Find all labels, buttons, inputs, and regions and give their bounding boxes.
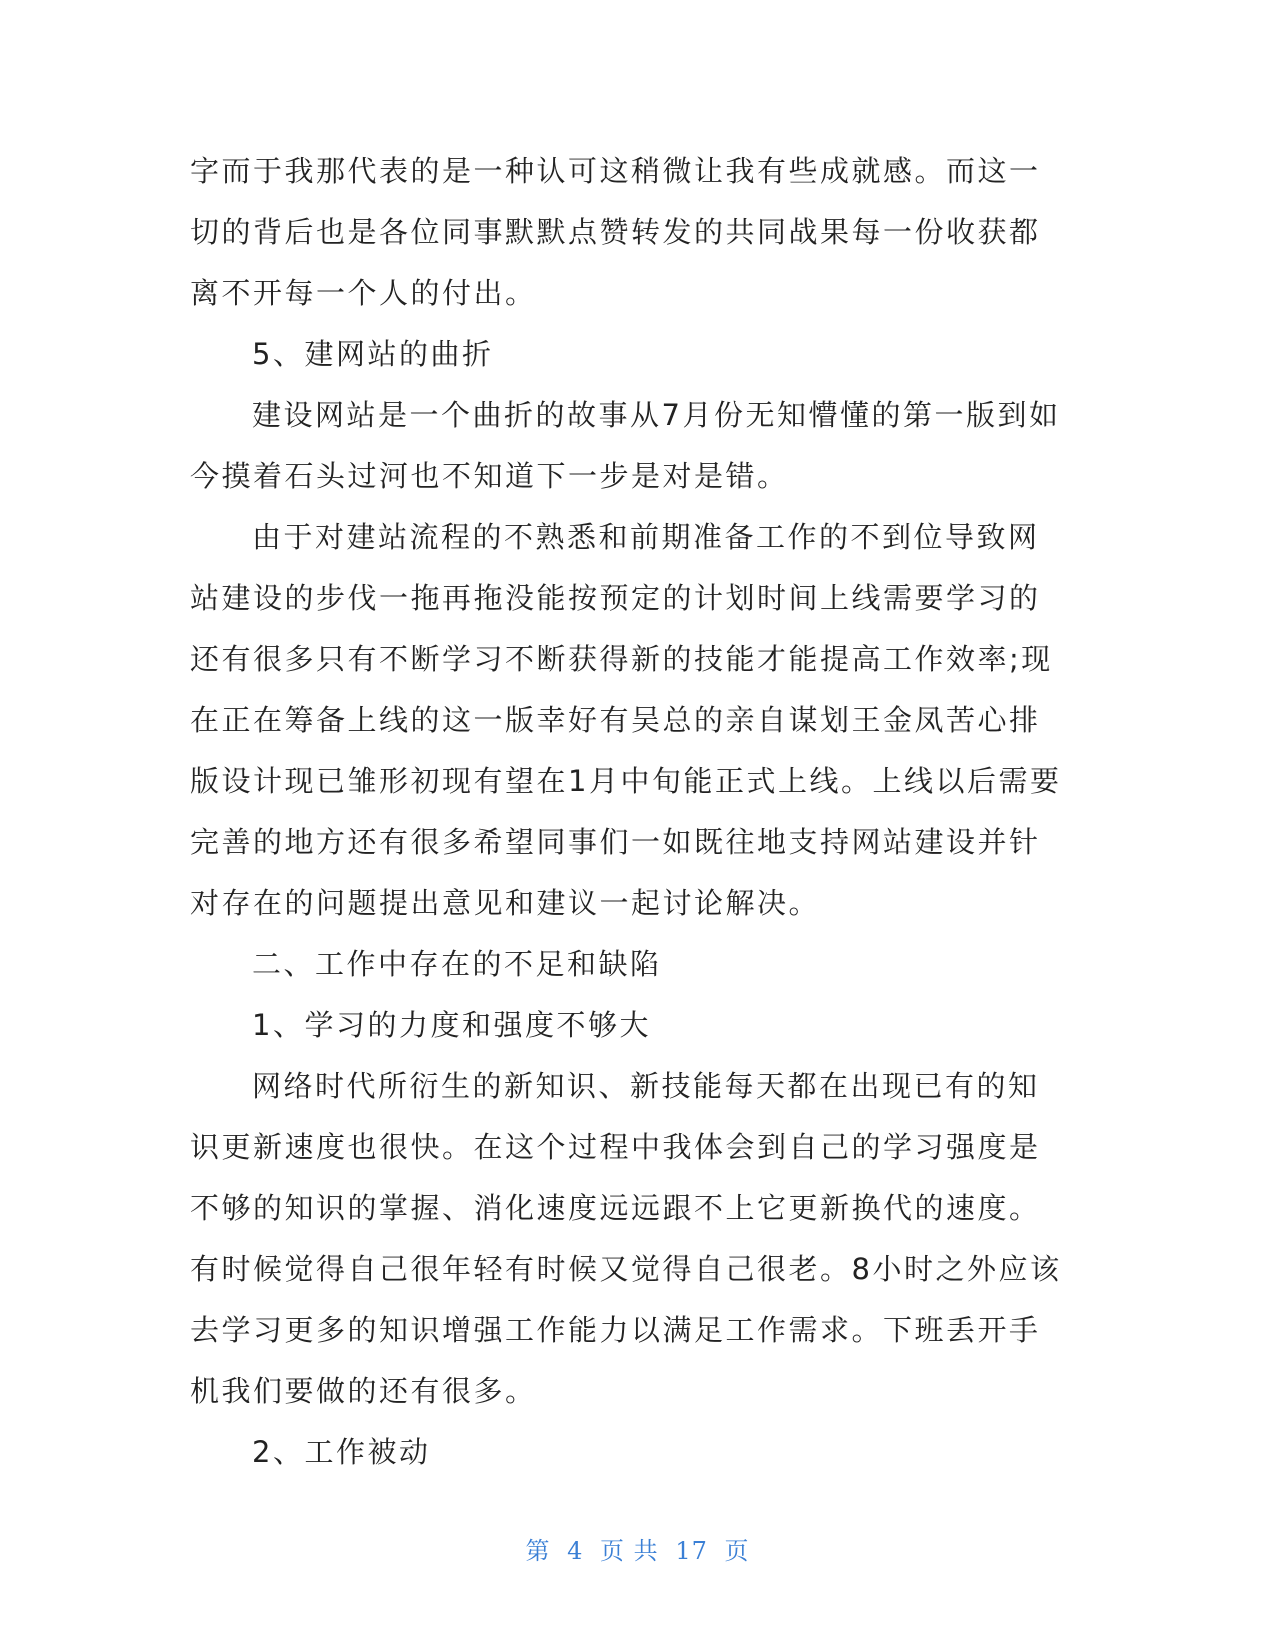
paragraph-heading-2-passive (190, 1422, 1070, 1483)
paragraph-p-website-1 (190, 385, 1070, 507)
paragraph-heading-1-study (190, 995, 1070, 1056)
text-line: 字而于我那代表的是一种认可这稍微让我有些成就感。而这一切 (190, 154, 1041, 249)
footer-middle: 页 共 (600, 1537, 659, 1565)
text-line: 筹备上线的这一版幸好有吴总的亲自谋划王金凤苦心排版设计现 (190, 703, 1041, 798)
footer-current-page: 4 (567, 1537, 584, 1565)
footer-total-pages: 17 (675, 1537, 708, 1565)
text-line: 建设网站是一个曲折的故事从7月份无知懵懂的第一版到如今 (190, 398, 1061, 493)
text-line: 摸着石头过河也不知道下一步是对是错。 (221, 459, 789, 493)
text-line: 多的知识增强工作能力以满足工作需求。下班丢开手机我们要做 (190, 1313, 1041, 1408)
footer-suffix: 页 (724, 1537, 750, 1565)
text-line: 网络时代所衍生的新知识、新技能每天都在出现已有的知识 (190, 1069, 1040, 1164)
page-footer (0, 1531, 1275, 1566)
footer-prefix: 第 (525, 1537, 551, 1565)
text-line: 的知识的掌握、消化速度远远跟不上它更新换代的速度。有时候 (190, 1191, 1041, 1286)
paragraph-p-website-2 (190, 507, 1070, 934)
document-body (190, 141, 1070, 1483)
text-line: 由于对建站流程的不熟悉和前期准备工作的不到位导致网站 (190, 520, 1040, 615)
text-line: 很多只有不断学习不断获得新的技能才能提高工作效率;现在正在 (190, 642, 1053, 737)
paragraph-heading-5 (190, 324, 1070, 385)
text-line: 提出意见和建议一起讨论解决。 (379, 886, 821, 920)
text-line: 已雏形初现有望在1月中旬能正式上线。上线以后需要完善的地方 (190, 764, 1062, 859)
text-line: 1、学习的力度和强度不够大 (252, 1008, 651, 1042)
text-line: 建设的步伐一拖再拖没能按预定的计划时间上线需要学习的还有 (190, 581, 1041, 676)
text-line: 二、工作中存在的不足和缺陷 (252, 947, 662, 981)
text-line: 更新速度也很快。在这个过程中我体会到自己的学习强度是不够 (190, 1130, 1041, 1225)
text-line: 5、建网站的曲折 (252, 337, 494, 371)
text-line: 的背后也是各位同事默默点赞转发的共同战果每一份收获都离不 (190, 215, 1041, 310)
text-line: 2、工作被动 (252, 1435, 431, 1469)
text-line: 的还有很多。 (347, 1374, 537, 1408)
text-line: 觉得自己很年轻有时候又觉得自己很老。8小时之外应该去学习更 (190, 1252, 1062, 1347)
text-line: 还有很多希望同事们一如既往地支持网站建设并针对存在的问题 (190, 825, 1041, 920)
paragraph-p-continuation (190, 141, 1070, 324)
paragraph-p-study (190, 1056, 1070, 1422)
text-line: 开每一个人的付出。 (253, 276, 537, 310)
paragraph-heading-2-section (190, 934, 1070, 995)
